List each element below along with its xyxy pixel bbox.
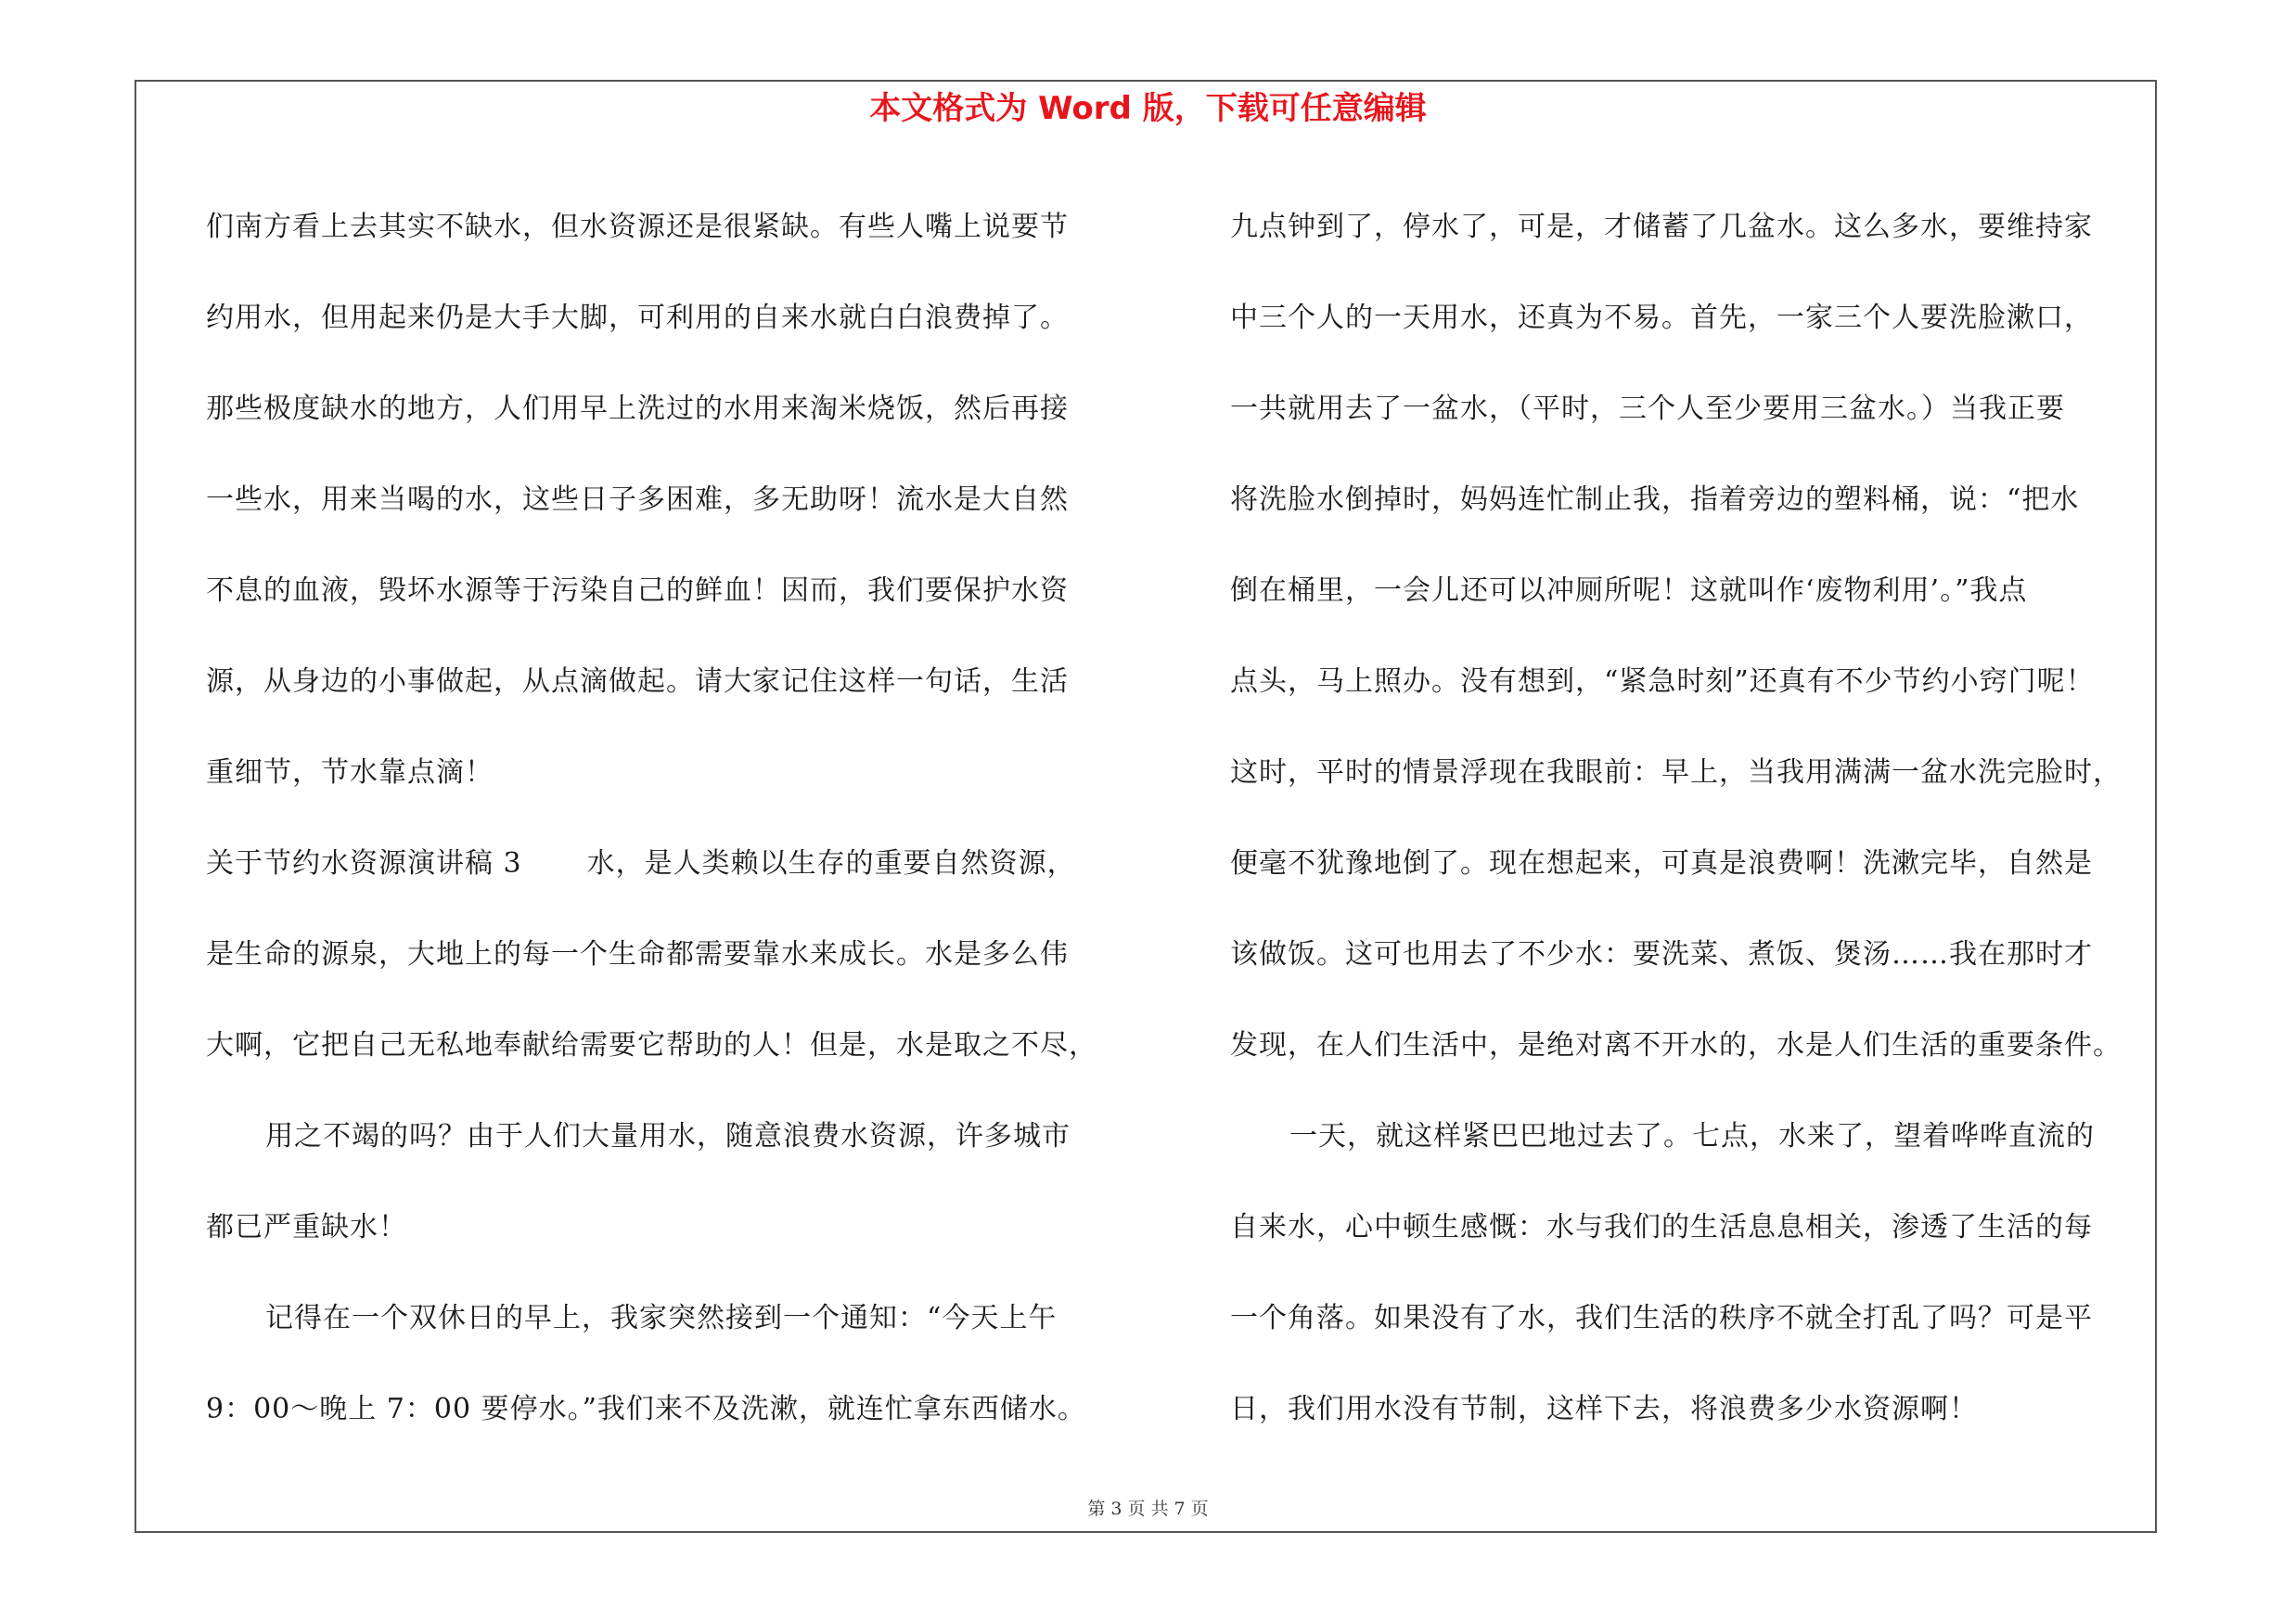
- right-line-1: 九点钟到了，停水了，可是，才储蓄了几盆水。这么多水，要维持家: [1230, 211, 2093, 243]
- left-line-1: 们南方看上去其实不缺水，但水资源还是很紧缺。有些人嘴上说要节: [206, 211, 1069, 243]
- left-line-5: 不息的血液，毁坏水源等于污染自己的鲜血！因而，我们要保护水资: [206, 574, 1069, 607]
- section-first-line: 水，是人类赖以生存的重要自然资源，: [586, 847, 1076, 880]
- section-title: 关于节约水资源演讲稿 3: [206, 847, 522, 880]
- right-para2-line-1: 一天，就这样紧巴巴地过去了。七点，水来了，望着哗哗直流的: [1289, 1120, 2095, 1153]
- right-para2-line-4: 日，我们用水没有节制，这样下去，将浪费多少水资源啊！: [1230, 1393, 1978, 1425]
- right-line-7: 这时，平时的情景浮现在我眼前：早上，当我用满满一盆水洗完脸时，: [1230, 756, 2122, 789]
- header-notice: 本文格式为 Word 版，下载可任意编辑: [869, 90, 1427, 127]
- right-line-8: 便毫不犹豫地倒了。现在想起来，可真是浪费啊！洗漱完毕，自然是: [1230, 847, 2093, 880]
- right-para2-line-3: 一个角落。如果没有了水，我们生活的秩序不就全打乱了吗？可是平: [1230, 1302, 2093, 1334]
- left-para2-line-1: 用之不竭的吗？由于人们大量用水，随意浪费水资源，许多城市: [265, 1120, 1071, 1153]
- right-line-4: 将洗脸水倒掉时，妈妈连忙制止我，指着旁边的塑料桶，说：“把水: [1230, 483, 2080, 516]
- left-column: [206, 182, 1145, 1455]
- left-para3-line-1: 记得在一个双休日的早上，我家突然接到一个通知：“今天上午: [265, 1302, 1058, 1334]
- page-footer: 第 3 页 共 7 页: [1087, 1499, 1209, 1519]
- right-para2-line-2: 自来水，心中顿生感慨：水与我们的生活息息相关，渗透了生活的每: [1230, 1211, 2093, 1243]
- right-line-10: 发现，在人们生活中，是绝对离不开水的，水是人们生活的重要条件。: [1230, 1029, 2122, 1062]
- right-line-3: 一共就用去了一盆水，（平时，三个人至少要用三盆水。）当我正要: [1230, 393, 2065, 425]
- left-line-6: 源，从身边的小事做起，从点滴做起。请大家记住这样一句话，生活: [206, 665, 1069, 698]
- left-line-7: 重细节，节水靠点滴！: [206, 756, 494, 789]
- right-line-2: 中三个人的一天用水，还真为不易。首先，一家三个人要洗脸漱口，: [1230, 302, 2093, 334]
- left-para3-line-2: 9：00～晚上 7：00 要停水。”我们来不及洗漱，就连忙拿东西储水。: [206, 1393, 1086, 1425]
- left-line-3: 那些极度缺水的地方，人们用早上洗过的水用来淘米烧饭，然后再接: [206, 393, 1069, 425]
- left-line-4: 一些水，用来当喝的水，这些日子多困难，多无助呀！流水是大自然: [206, 483, 1069, 516]
- section-line-2: 大啊，它把自己无私地奉献给需要它帮助的人！但是，水是取之不尽，: [206, 1029, 1097, 1062]
- left-para2-line-2: 都已严重缺水！: [206, 1211, 407, 1243]
- right-line-9: 该做饭。这可也用去了不少水：要洗菜、煮饭、煲汤……我在那时才: [1230, 938, 2093, 971]
- left-line-2: 约用水，但用起来仍是大手大脚，可利用的自来水就白白浪费掉了。: [206, 302, 1069, 334]
- right-column: [1230, 182, 2158, 1455]
- right-line-6: 点头，马上照办。没有想到，“紧急时刻”还真有不少节约小窍门呢！: [1230, 665, 2095, 698]
- section-heading-line: [206, 818, 1145, 909]
- right-line-5: 倒在桶里，一会儿还可以冲厕所呢！这就叫作‘废物利用’。”我点: [1230, 574, 2028, 607]
- section-line-1: 是生命的源泉，大地上的每一个生命都需要靠水来成长。水是多么伟: [206, 938, 1069, 971]
